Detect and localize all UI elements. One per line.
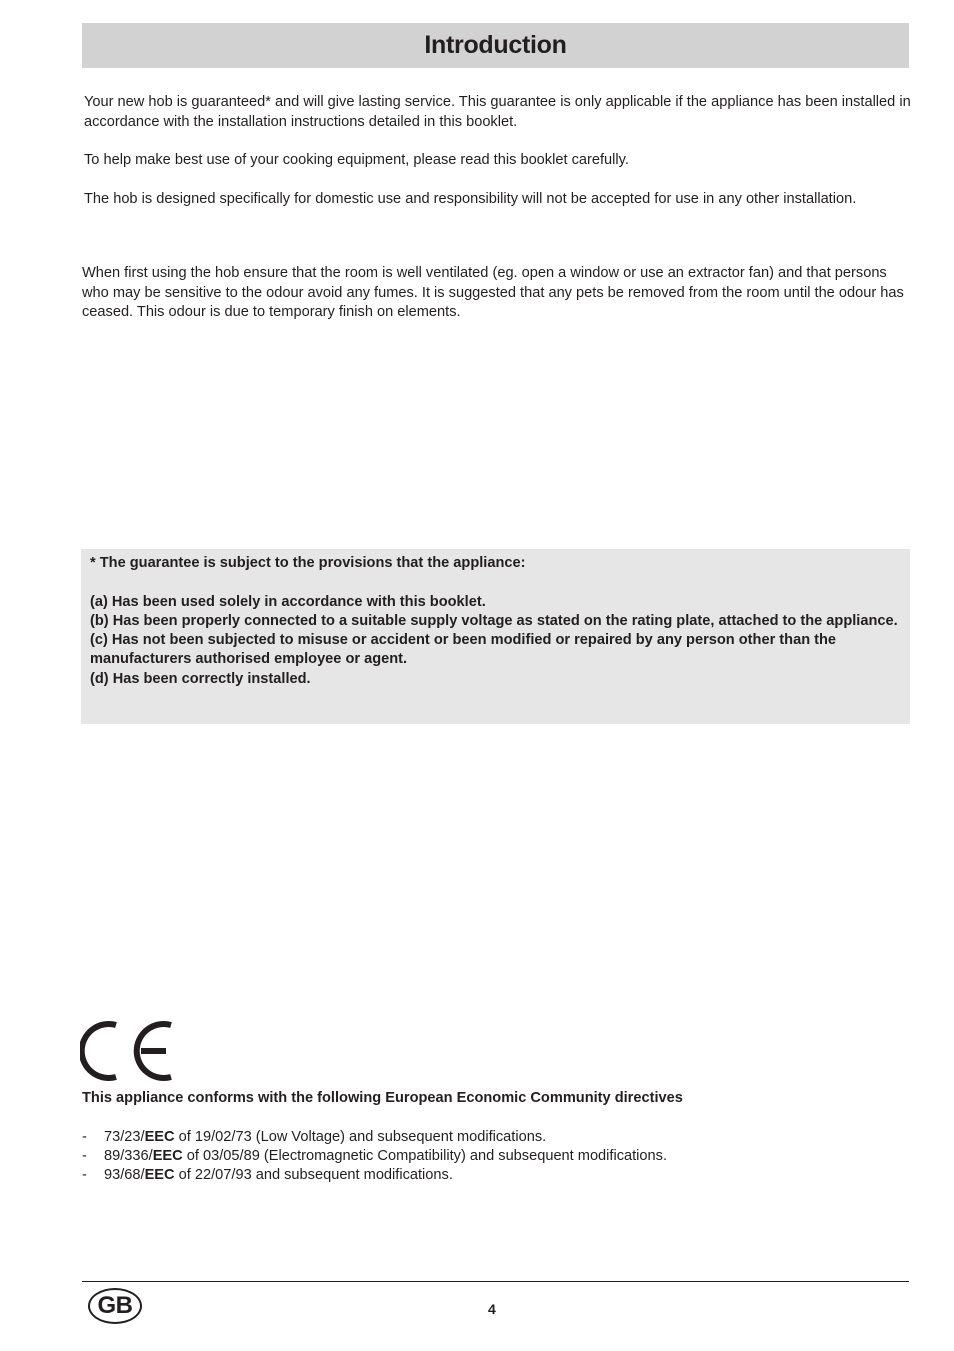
intro-paragraph-guarantee: Your new hob is guaranteed* and will give lasting service. This guarantee is only applicable if the appliance has been installed in accordance with the installation instructions detailed in this booklet. (84, 94, 911, 130)
guarantee-item-c: (c) Has not been subjected to misuse or accident or been modified or repaired by any person other than the manufacturers authorised employee or agent. (90, 632, 837, 668)
directive-number: 93/68/ (104, 1167, 145, 1184)
title-bar (82, 23, 909, 68)
guarantee-heading: * The guarantee is subject to the provisions that the appliance: (90, 555, 526, 571)
directive-description: of 22/07/93 and subsequent modifications. (174, 1167, 453, 1184)
intro-paragraph-read-booklet: To help make best use of your cooking equipment, please read this booklet carefully. (84, 152, 629, 168)
guarantee-item-a: (a) Has been used solely in accordance with this booklet. (90, 593, 486, 610)
bullet-dash: - (82, 1129, 87, 1145)
directive-code: EEC (144, 1129, 175, 1145)
spacer (90, 573, 908, 592)
page-number: 4 (488, 1301, 496, 1317)
directive-description: of 03/05/89 (Electromagnetic Compatibility) and subsequent modifications. (182, 1148, 668, 1165)
guarantee-item-b: (b) Has been properly connected to a suitable supply voltage as stated on the rating plate, attached to the appliance. (90, 612, 898, 629)
guarantee-item-d: (d) Has been correctly installed. (90, 670, 311, 687)
intro-paragraph-domestic-use: The hob is designed specifically for domestic use and responsibility will not be accepted for use in any other installation. (84, 191, 857, 207)
page-title: Introduction (424, 31, 567, 59)
footer-divider (82, 1281, 909, 1282)
country-badge-gb: GB (88, 1288, 142, 1324)
directive-number: 73/23/ (104, 1129, 145, 1145)
ce-mark-icon (80, 1020, 174, 1082)
directive-item (82, 1147, 667, 1166)
directive-number: 89/336/ (104, 1148, 153, 1165)
directive-code: EEC (152, 1148, 183, 1165)
intro-paragraph-ventilation: When first using the hob ensure that the room is well ventilated (eg. open a window or use an extractor fan) and that persons who may be sensitive to the odour avoid any fumes. It is suggested that any pets be removed from the room until the odour has ceased. This odour is due to temporary finish on elements. (82, 265, 904, 321)
directives-list (82, 1128, 667, 1186)
bullet-dash: - (82, 1167, 87, 1184)
directive-item (82, 1128, 667, 1147)
guarantee-conditions-box (81, 549, 910, 724)
directive-code: EEC (144, 1167, 175, 1184)
conformity-heading: This appliance conforms with the following European Economic Community directives (82, 1090, 683, 1106)
directive-description: of 19/02/73 (Low Voltage) and subsequent modifications. (174, 1129, 547, 1145)
directive-item (82, 1166, 667, 1185)
bullet-dash: - (82, 1148, 87, 1165)
